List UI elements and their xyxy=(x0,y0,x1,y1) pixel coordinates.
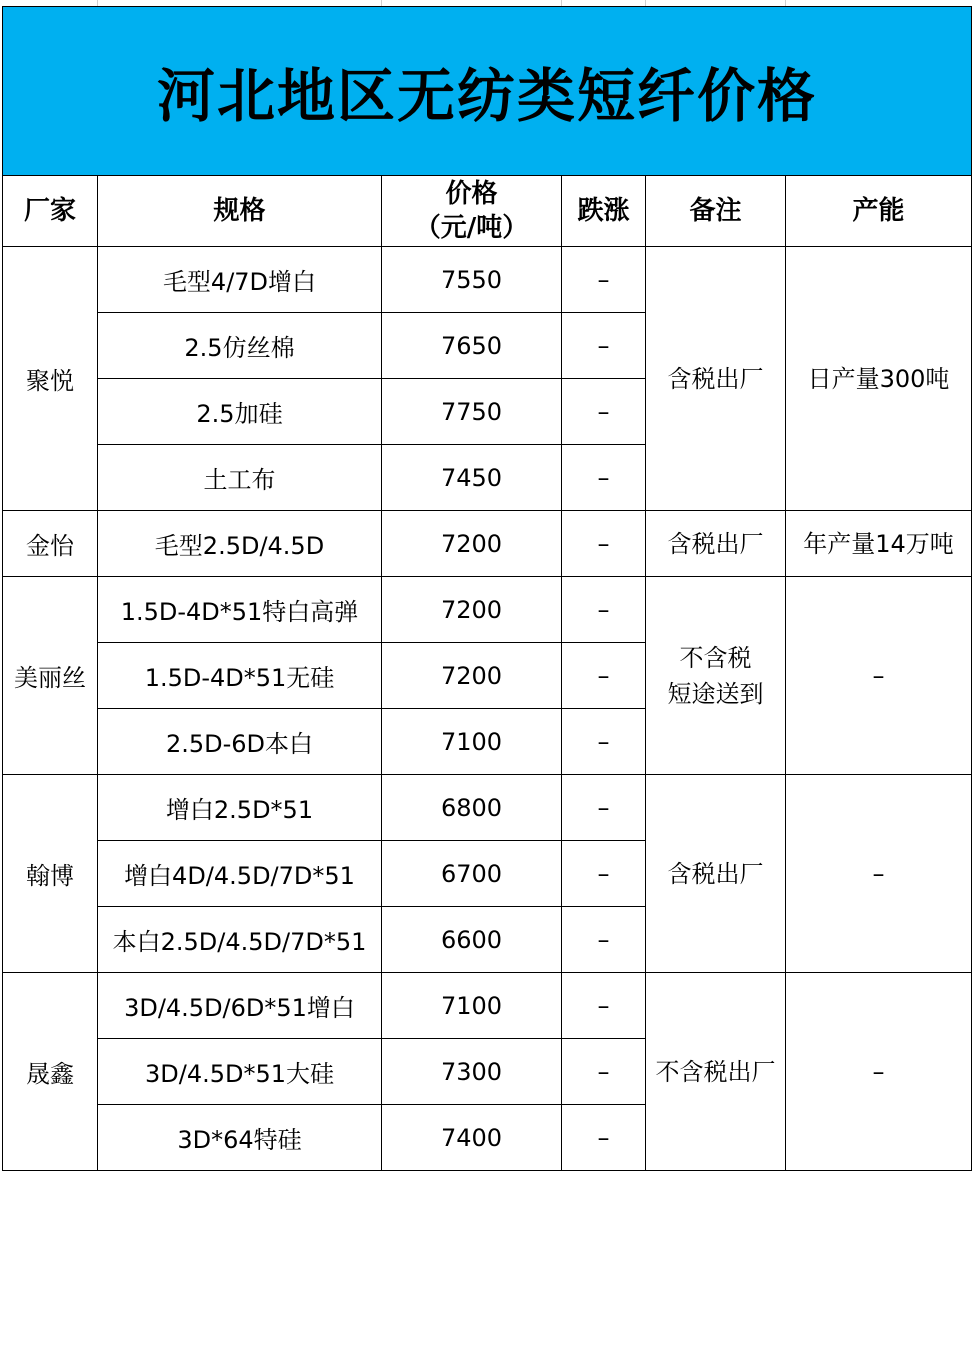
header-capacity: 产能 xyxy=(786,176,972,247)
price-cell: 7200 xyxy=(382,511,562,577)
manufacturer-cell: 翰博 xyxy=(3,775,98,973)
table-row xyxy=(3,973,972,1039)
table-row xyxy=(3,247,972,313)
header-note: 备注 xyxy=(646,176,786,247)
change-cell: – xyxy=(562,907,646,973)
capacity-cell: – xyxy=(786,973,972,1171)
spec-cell: 土工布 xyxy=(98,445,382,511)
price-cell: 6600 xyxy=(382,907,562,973)
note-cell xyxy=(646,577,786,775)
price-cell: 7100 xyxy=(382,709,562,775)
spec-cell: 3D/4.5D/6D*51增白 xyxy=(98,973,382,1039)
note-line1: 不含税 xyxy=(679,643,752,672)
change-cell: – xyxy=(562,445,646,511)
spec-cell: 2.5加硅 xyxy=(98,379,382,445)
price-cell: 7200 xyxy=(382,643,562,709)
change-cell: – xyxy=(562,709,646,775)
manufacturer-cell: 晟鑫 xyxy=(3,973,98,1171)
change-cell: – xyxy=(562,313,646,379)
spec-cell: 2.5仿丝棉 xyxy=(98,313,382,379)
price-cell: 7550 xyxy=(382,247,562,313)
note-cell xyxy=(646,775,786,973)
price-table xyxy=(2,6,972,1171)
change-cell: – xyxy=(562,643,646,709)
manufacturer-cell: 美丽丝 xyxy=(3,577,98,775)
price-cell: 7750 xyxy=(382,379,562,445)
price-cell: 7200 xyxy=(382,577,562,643)
table-row xyxy=(3,577,972,643)
price-cell: 7100 xyxy=(382,973,562,1039)
capacity-cell: 日产量300吨 xyxy=(786,247,972,511)
spec-cell: 毛型2.5D/4.5D xyxy=(98,511,382,577)
note-line1: 不含税出厂 xyxy=(655,1057,776,1086)
price-cell: 6800 xyxy=(382,775,562,841)
change-cell: – xyxy=(562,379,646,445)
price-cell: 7650 xyxy=(382,313,562,379)
header-price-line1: 价格 xyxy=(445,179,498,209)
change-cell: – xyxy=(562,1039,646,1105)
spec-cell: 毛型4/7D增白 xyxy=(98,247,382,313)
spec-cell: 2.5D-6D本白 xyxy=(98,709,382,775)
price-cell: 7300 xyxy=(382,1039,562,1105)
note-line1: 含税出厂 xyxy=(667,529,764,558)
capacity-cell: – xyxy=(786,775,972,973)
header-price-line2: （元/吨） xyxy=(414,213,529,243)
change-cell: – xyxy=(562,247,646,313)
capacity-cell: – xyxy=(786,577,972,775)
change-cell: – xyxy=(562,577,646,643)
spec-cell: 3D/4.5D*51大硅 xyxy=(98,1039,382,1105)
table-title: 河北地区无纺类短纤价格 xyxy=(3,7,972,176)
capacity-cell: 年产量14万吨 xyxy=(786,511,972,577)
manufacturer-cell: 金怡 xyxy=(3,511,98,577)
price-cell: 7450 xyxy=(382,445,562,511)
note-cell xyxy=(646,511,786,577)
price-cell: 6700 xyxy=(382,841,562,907)
note-line1: 含税出厂 xyxy=(667,859,764,888)
change-cell: – xyxy=(562,841,646,907)
header-row xyxy=(3,176,972,247)
header-price xyxy=(382,176,562,247)
note-line2: 短途送到 xyxy=(667,679,764,708)
table-row xyxy=(3,775,972,841)
price-cell: 7400 xyxy=(382,1105,562,1171)
spec-cell: 1.5D-4D*51无硅 xyxy=(98,643,382,709)
header-change: 跌涨 xyxy=(562,176,646,247)
manufacturer-cell: 聚悦 xyxy=(3,247,98,511)
spec-cell: 1.5D-4D*51特白高弹 xyxy=(98,577,382,643)
change-cell: – xyxy=(562,775,646,841)
note-cell xyxy=(646,247,786,511)
note-line1: 含税出厂 xyxy=(667,364,764,393)
spec-cell: 增白2.5D*51 xyxy=(98,775,382,841)
spec-cell: 增白4D/4.5D/7D*51 xyxy=(98,841,382,907)
spec-cell: 本白2.5D/4.5D/7D*51 xyxy=(98,907,382,973)
change-cell: – xyxy=(562,511,646,577)
change-cell: – xyxy=(562,973,646,1039)
table-row xyxy=(3,511,972,577)
header-manufacturer: 厂家 xyxy=(3,176,98,247)
spec-cell: 3D*64特硅 xyxy=(98,1105,382,1171)
change-cell: – xyxy=(562,1105,646,1171)
note-cell xyxy=(646,973,786,1171)
header-spec: 规格 xyxy=(98,176,382,247)
